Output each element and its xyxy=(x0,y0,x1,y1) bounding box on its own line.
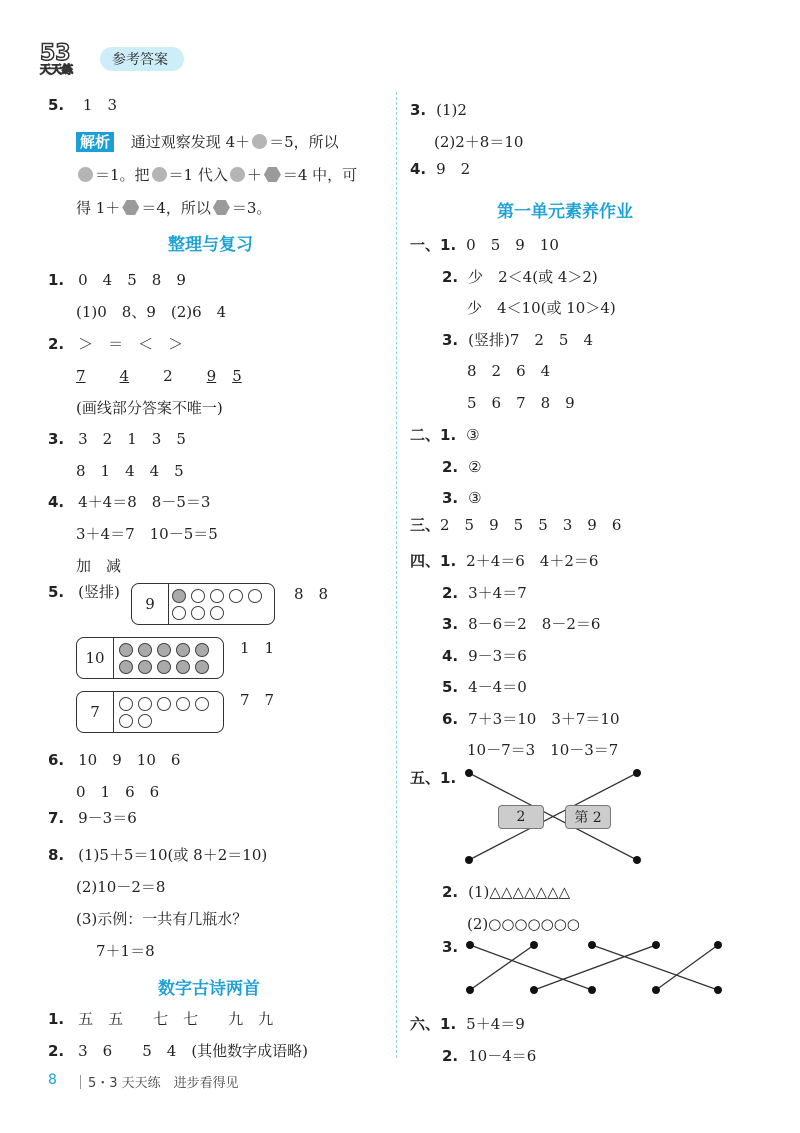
filled-circle-icon xyxy=(176,660,190,674)
r-q4: 4. 9 2 xyxy=(410,160,471,178)
filled-circle-icon xyxy=(172,589,186,603)
ten-frame-box: 9 xyxy=(131,583,275,625)
circle-icon xyxy=(191,589,205,603)
box-answer: 7 7 xyxy=(240,691,275,709)
logo xyxy=(38,38,96,76)
footer-sep xyxy=(80,1075,81,1089)
page-number: 8 xyxy=(48,1072,57,1088)
circle-icon xyxy=(119,714,133,728)
section-title: 数字古诗两首 xyxy=(158,979,260,999)
p2: 2. 3 6 5 4 (其他数字成语略) xyxy=(48,1042,309,1060)
circle-icon xyxy=(210,589,224,603)
hexagon-icon xyxy=(122,200,139,215)
r-q3: 3. (1)2 (2)2＋8＝10 xyxy=(410,101,524,151)
gray-circle-icon xyxy=(152,167,167,182)
circle-icon xyxy=(248,589,262,603)
part-four: 四、1. 2＋4＝6 4＋2＝6 2. 3＋4＝7 3. 8－6＝2 8－2＝6 4. 9－3＝6 5. 4－4＝0 6. 7＋3＝10 3＋7＝10 10－7＝3 10－3＝7 xyxy=(410,552,620,759)
filled-circle-icon xyxy=(157,643,171,657)
circle-icon xyxy=(210,606,224,620)
filled-circle-icon xyxy=(119,660,133,674)
filled-circle-icon xyxy=(157,660,171,674)
five-3: 3. xyxy=(442,938,459,956)
p1: 1. 五 五 七 七 九 九 xyxy=(48,1010,274,1028)
header-tag: 参考答案 xyxy=(100,47,184,71)
part-three: 三、2 5 9 5 5 3 9 6 xyxy=(410,516,622,534)
s2: 2. ＞ ＝ ＜ ＞ 7 4 2 9 5 (画线部分答案不唯一) xyxy=(48,335,242,417)
number-card: 2 xyxy=(498,805,544,829)
filled-circle-icon xyxy=(195,643,209,657)
s3: 3. 3 2 1 3 5 8 1 4 4 5 xyxy=(48,430,186,480)
left-q5: 5. 1 3 xyxy=(48,96,118,114)
circle-icon xyxy=(138,714,152,728)
circle-icon xyxy=(195,697,209,711)
s1: 1. 0 4 5 8 9 (1)0 8、9 (2)6 4 xyxy=(48,271,227,321)
matching-lines-1 xyxy=(455,765,655,870)
ten-frame-box: 10 xyxy=(76,637,224,679)
filled-circle-icon xyxy=(138,643,152,657)
circle-icon xyxy=(176,697,190,711)
five-2: 2. (1)△△△△△△△ (2)○○○○○○○ xyxy=(442,883,580,933)
column-divider xyxy=(396,92,397,1058)
svg-text:53: 53 xyxy=(40,41,71,66)
number-card: 第 2 xyxy=(565,805,611,829)
gray-circle-icon xyxy=(252,134,267,149)
s8: 8. (1)5＋5＝10(或 8＋2＝10) (2)10－2＝8 (3)示例：一共有几瓶水？ 7＋1＝8 xyxy=(48,846,268,960)
ten-frame-box: 7 xyxy=(76,691,224,733)
matching-lines-3 xyxy=(460,938,730,998)
circle-icon xyxy=(172,606,186,620)
circle-icon xyxy=(229,589,243,603)
part-two: 二、1. ③ 2. ② 3. ③ xyxy=(410,426,482,507)
s6: 6. 10 9 10 6 0 1 6 6 xyxy=(48,751,181,801)
analysis-label: 解析 xyxy=(76,132,114,152)
part-five: 五、1. xyxy=(410,769,457,787)
section-title: 第一单元素养作业 xyxy=(497,202,633,222)
part-six: 六、1. 5＋4＝9 2. 10－4＝6 xyxy=(410,1015,537,1065)
gray-circle-icon xyxy=(230,167,245,182)
circle-icon xyxy=(138,697,152,711)
hexagon-icon xyxy=(264,167,281,182)
box-answer: 1 1 xyxy=(240,639,275,657)
svg-text:天天练: 天天练 xyxy=(40,63,73,76)
s5: 5. (竖排) xyxy=(48,583,120,601)
filled-circle-icon xyxy=(138,660,152,674)
footer-text: 5・3 天天练 进步看得见 xyxy=(88,1076,239,1091)
box-answer: 8 8 xyxy=(294,585,329,603)
filled-circle-icon xyxy=(176,643,190,657)
gray-circle-icon xyxy=(78,167,93,182)
circle-icon xyxy=(119,697,133,711)
analysis: 解析 通过观察发现 4＋ ＝5，所以 ＝1。把 ＝1 代入 ＋ ＝4 中，可 得 1＋ ＝4，所以 ＝3。 xyxy=(76,133,358,217)
part-one: 一、1. 0 5 9 10 2. 少 2＜4(或 4＞2) 少 4＜10(或 10＞4) 3. (竖排)7 2 5 4 8 2 6 4 5 6 7 8 9 xyxy=(410,236,616,412)
circle-icon xyxy=(191,606,205,620)
s7: 7. 9－3＝6 xyxy=(48,809,137,827)
filled-circle-icon xyxy=(119,643,133,657)
filled-circle-icon xyxy=(195,660,209,674)
section-title: 整理与复习 xyxy=(168,235,253,255)
circle-icon xyxy=(157,697,171,711)
hexagon-icon xyxy=(213,200,230,215)
logo-mark xyxy=(38,38,96,76)
s4: 4. 4＋4＝8 8－5＝3 3＋4＝7 10－5＝5 加 减 xyxy=(48,493,218,575)
